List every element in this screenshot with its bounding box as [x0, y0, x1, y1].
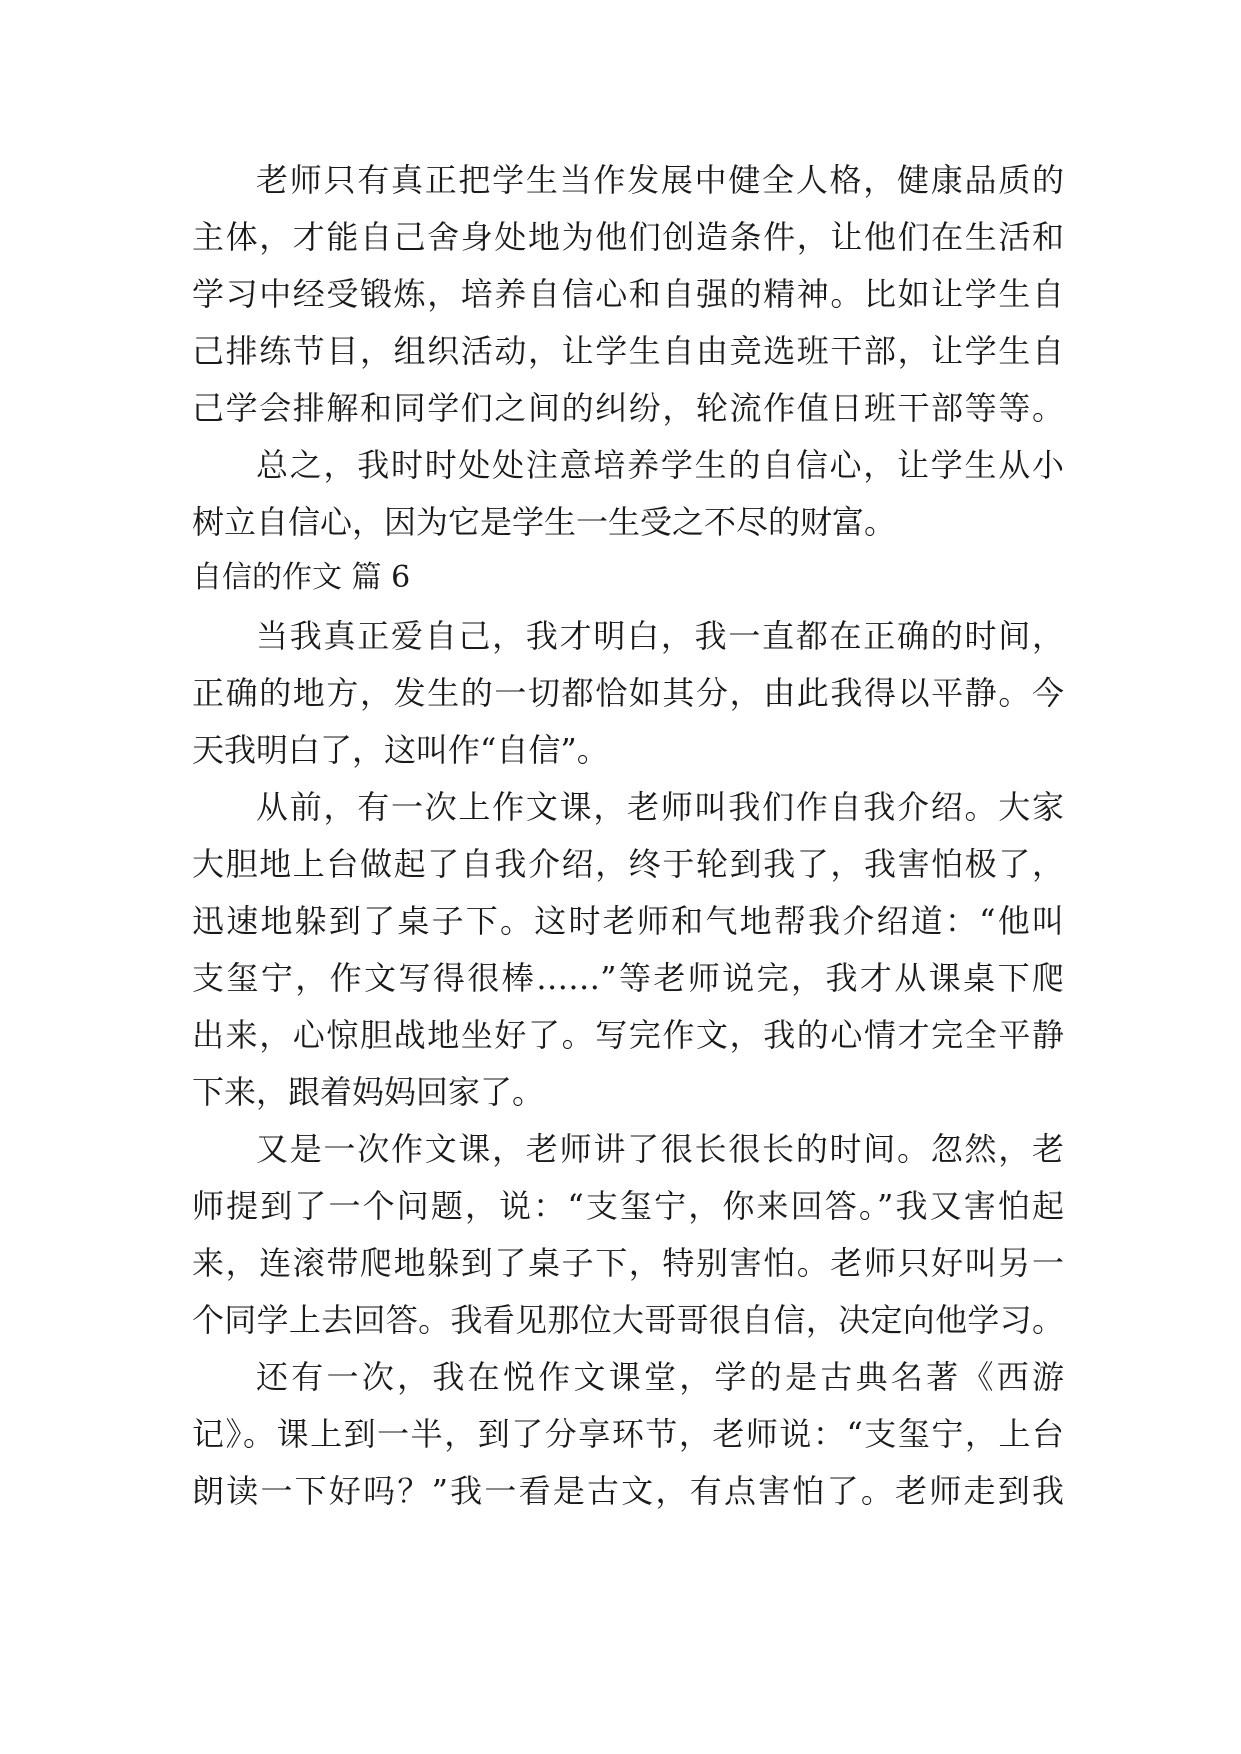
section-paragraph-3-line-2: 师提到了一个问题，说：“支玺宁，你来回答。”我又害怕起: [192, 1187, 1064, 1225]
section-paragraph-1-line-2: 正确的地方，发生的一切都恰如其分，由此我得以平静。今: [192, 674, 1064, 712]
paragraph-1-line-2: 主体，才能自己舍身处地为他们创造条件，让他们在生活和: [192, 218, 1064, 256]
paragraph-1-line-3: 学习中经受锻炼，培养自信心和自强的精神。比如让学生自: [192, 275, 1064, 313]
section-paragraph-2-line-2: 大胆地上台做起了自我介绍，终于轮到我了，我害怕极了，: [192, 845, 1064, 883]
section-heading: 自信的作文 篇 6: [192, 560, 411, 595]
section-paragraph-3-line-3: 来，连滚带爬地躲到了桌子下，特别害怕。老师只好叫另一: [192, 1244, 1064, 1282]
section-paragraph-1-line-1: 当我真正爱自己，我才明白，我一直都在正确的时间，: [256, 617, 1064, 655]
paragraph-2-line-1: 总之，我时时处处注意培养学生的自信心，让学生从小: [256, 446, 1064, 484]
section-paragraph-2-line-1: 从前，有一次上作文课，老师叫我们作自我介绍。大家: [256, 788, 1064, 826]
paragraph-1-line-5: 己学会排解和同学们之间的纠纷，轮流作值日班干部等等。: [192, 389, 1064, 427]
section-paragraph-2-line-5: 出来，心惊胆战地坐好了。写完作文，我的心情才完全平静: [192, 1016, 1064, 1054]
paragraph-1-line-1: 老师只有真正把学生当作发展中健全人格，健康品质的: [256, 161, 1064, 199]
section-paragraph-2-line-4: 支玺宁，作文写得很棒……”等老师说完，我才从课桌下爬: [192, 959, 1064, 997]
section-paragraph-3-line-4: 个同学上去回答。我看见那位大哥哥很自信，决定向他学习。: [192, 1301, 1064, 1339]
section-paragraph-1-line-3: 天我明白了，这叫作“自信”。: [192, 731, 609, 769]
section-paragraph-4-line-1: 还有一次，我在悦作文课堂，学的是古典名著《西游: [256, 1358, 1064, 1396]
section-paragraph-2-line-6: 下来，跟着妈妈回家了。: [192, 1073, 545, 1111]
paragraph-2-line-2: 树立自信心，因为它是学生一生受之不尽的财富。: [192, 503, 897, 541]
section-paragraph-4-line-2: 记》。课上到一半，到了分享环节，老师说：“支玺宁，上台: [192, 1415, 1064, 1453]
section-paragraph-3-line-1: 又是一次作文课，老师讲了很长很长的时间。忽然，老: [256, 1130, 1064, 1168]
section-paragraph-4-line-3: 朗读一下好吗？”我一看是古文，有点害怕了。老师走到我: [192, 1472, 1064, 1510]
section-paragraph-2-line-3: 迅速地躲到了桌子下。这时老师和气地帮我介绍道：“他叫: [192, 902, 1064, 940]
paragraph-1-line-4: 己排练节目，组织活动，让学生自由竞选班干部，让学生自: [192, 332, 1064, 370]
